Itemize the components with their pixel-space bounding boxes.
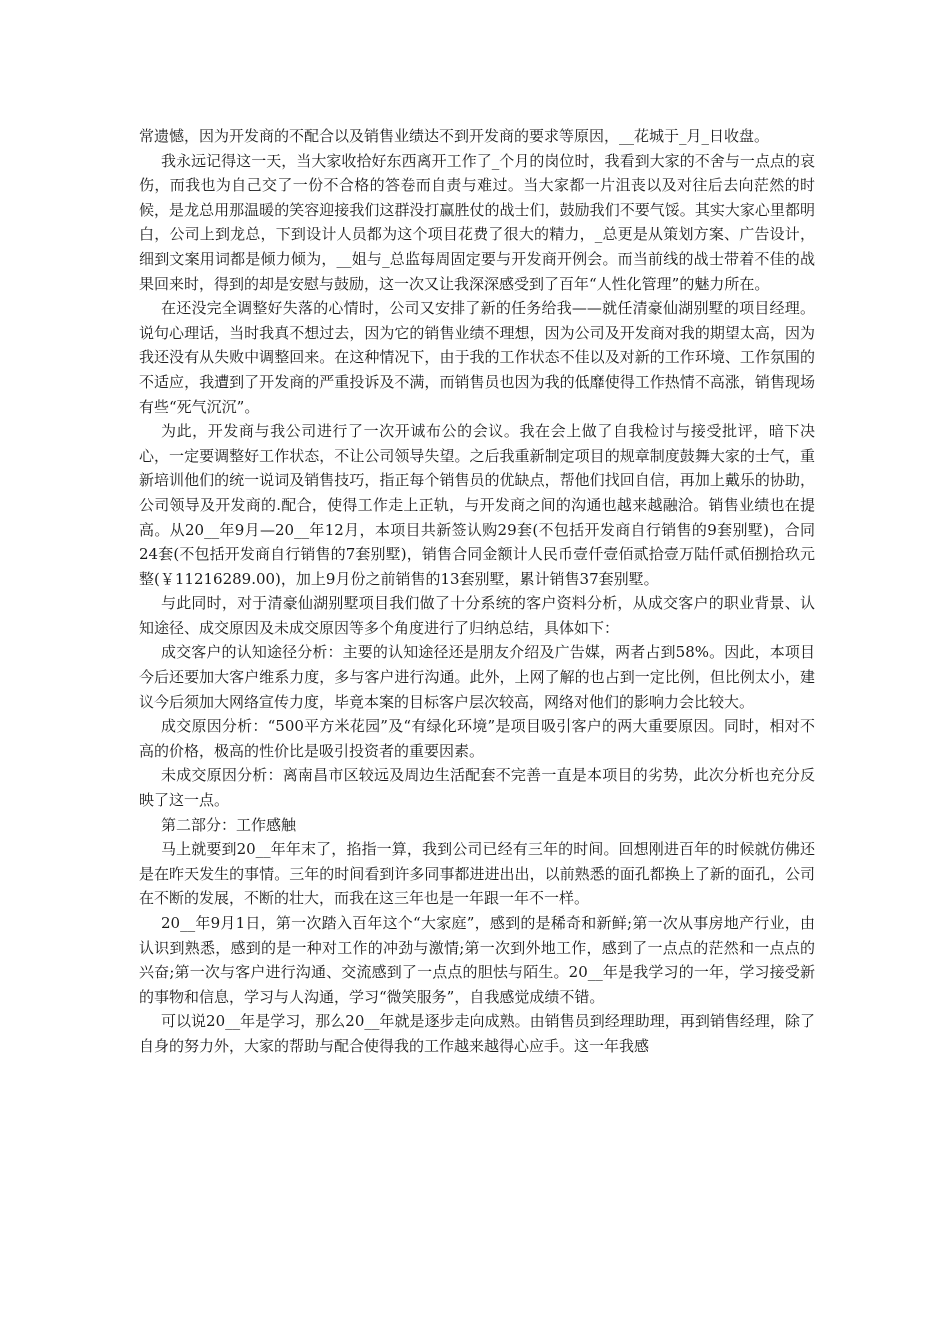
section-heading: 第二部分：工作感触 <box>161 815 297 834</box>
paragraph-4: 为此，开发商与我公司进行了一次开诚布公的会议。我在会上做了自我检讨与接受批评，暗下决心，一定要调整好工作状态，不让公司领导失望。之后我重新制定项目的规章制度鼓舞大家的士气，重新培训他们的统一说词及销售技巧，指正每个销售员的优缺点，帮他们找回自信，再加上戴乐的协助，公司领导及开发商的.配合，使得工作走上正轨，与开发商之间的沟通也越来越融洽。销售业绩也在提高。从20__年9月—20__年12月，本项目共新签认购29套(不包括开发商自行销售的9套别墅)，合同24套(不包括开发商自行销售的7套别墅)，销售合同金额计人民币壹仟壹佰贰拾壹万陆仟贰佰捌拾玖元整(￥11216289.00)，加上9月份之前销售的13套别墅，累计销售37套别墅。 <box>139 422 815 588</box>
paragraph-12: 可以说20__年是学习，那么20__年就是逐步走向成熟。由销售员到经理助理，再到销售经理，除了自身的努力外，大家的帮助与配合使得我的工作越来越得心应手。这一年我感 <box>139 1012 815 1055</box>
paragraph-3: 在还没完全调整好失落的心情时，公司又安排了新的任务给我——就任清豪仙湖别墅的项目经理。说句心理话，当时我真不想过去，因为它的销售业绩不理想，因为公司及开发商对我的期望太高，因为我还没有从失败中调整回来。在这种情况下，由于我的工作状态不佳以及对新的工作环境、工作氛围的不适应，我遭到了开发商的严重投诉及不满，而销售员也因为我的低靡使得工作热情不高涨，销售现场有些“死气沉沉”。 <box>139 299 815 416</box>
paragraph-8: 未成交原因分析：离南昌市区较远及周边生活配套不完善一直是本项目的劣势，此次分析也充分反映了这一点。 <box>139 766 815 810</box>
paragraph-2: 我永远记得这一天，当大家收拾好东西离开工作了_个月的岗位时，我看到大家的不舍与一点点的哀伤，而我也为自己交了一份不合格的答卷而自责与难过。当大家都一片沮丧以及对往后去向茫然的时候，是龙总用那温暖的笑容迎接我们这群没打赢胜仗的战士们，鼓励我们不要气馁。其实大家心里都明白，公司上到龙总，下到设计人员都为这个项目花费了很大的精力，_总更是从策划方案、广告设计，细到文案用词都是倾力倾为，__姐与_总监每周固定要与开发商开例会。而当前线的战士带着不佳的战果回来时，得到的却是安慰与鼓励，这一次又让我深深感受到了百年“人性化管理”的魅力所在。 <box>139 151 815 293</box>
paragraph-6: 成交客户的认知途径分析：主要的认知途径还是朋友介绍及广告媒，两者占到58%。因此，本项目今后还要加大客户维系力度，多与客户进行沟通。此外，上网了解的也占到一定比例，但比例太小，建议今后须加大网络宣传力度，毕竟本案的目标客户层次较高，网络对他们的影响力会比较大。 <box>139 643 815 711</box>
paragraph-5: 与此同时，对于清豪仙湖别墅项目我们做了十分系统的客户资料分析，从成交客户的职业背景、认知途径、成交原因及未成交原因等多个角度进行了归纳总结，具体如下： <box>139 594 815 637</box>
document-body <box>139 124 815 1059</box>
paragraph-7: 成交原因分析：“500平方米花园”及“有绿化环境”是项目吸引客户的两大重要原因。同时，相对不高的价格，极高的性价比是吸引投资者的重要因素。 <box>139 717 815 760</box>
paragraph-1: 常遗憾，因为开发商的不配合以及销售业绩达不到开发商的要求等原因，__花城于_月_日收盘。 <box>139 127 770 145</box>
paragraph-10: 马上就要到20__年年末了，掐指一算，我到公司已经有三年的时间。回想刚进百年的时候就仿佛还是在昨天发生的事情。三年的时间看到许多同事都进进出出，以前熟悉的面孔都换上了新的面孔，公司在不断的发展，不断的壮大，而我在这三年也是一年跟一年不一样。 <box>139 840 815 908</box>
paragraph-11: 20__年9月1日，第一次踏入百年这个“大家庭”，感到的是稀奇和新鲜;第一次从事房地产行业，由认识到熟悉，感到的是一种对工作的冲劲与激情;第一次到外地工作，感到了一点点的茫然和一点点的兴奋;第一次与客户进行沟通、交流感到了一点点的胆怯与陌生。20__年是我学习的一年，学习接受新的事物和信息，学习与人沟通，学习“微笑服务”，自我感觉成绩不错。 <box>139 914 815 1006</box>
